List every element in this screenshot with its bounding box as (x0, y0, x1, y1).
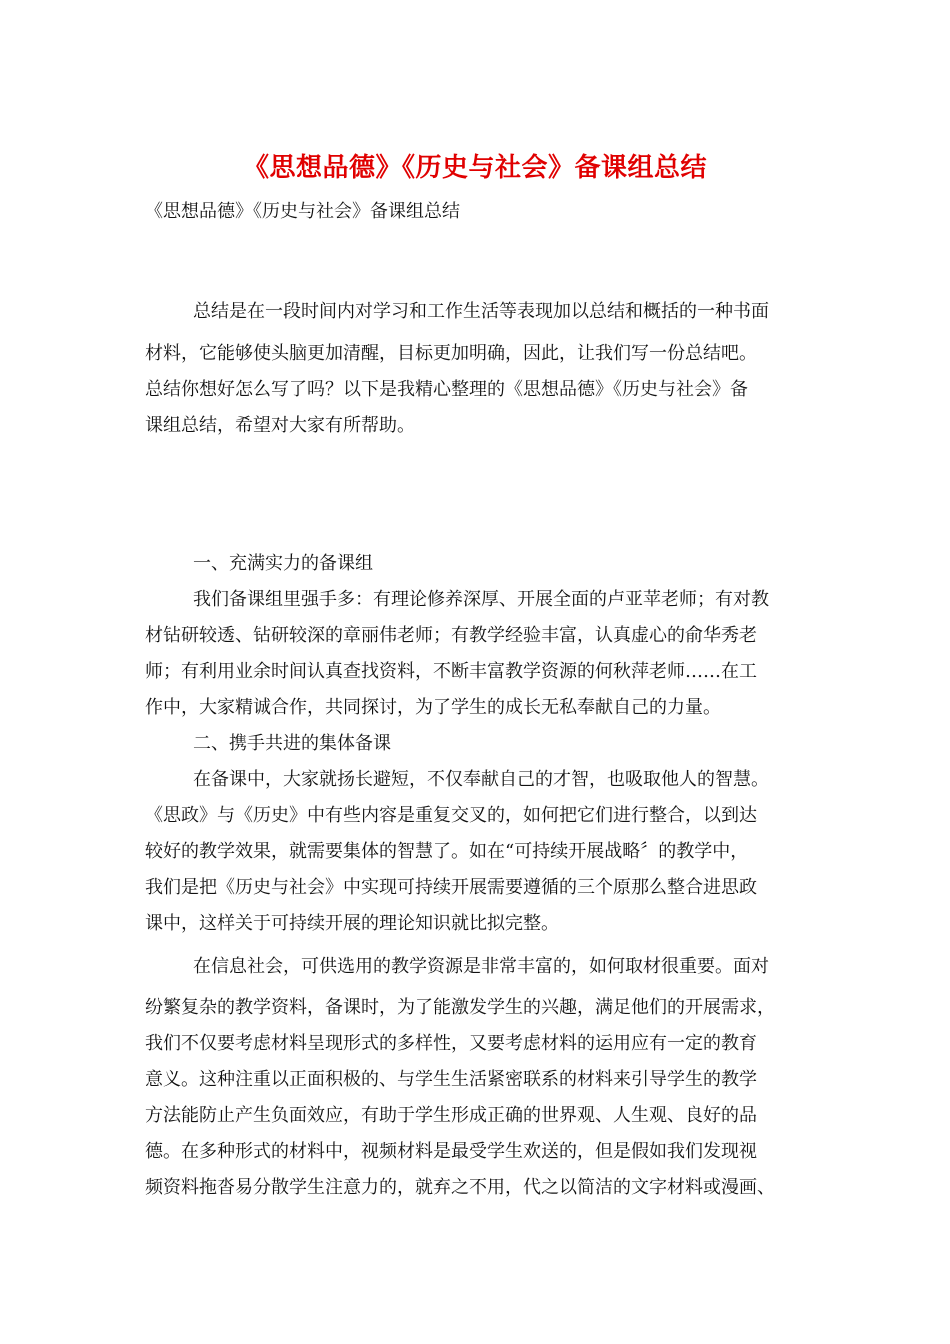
section2-para2-line: 在信息社会，可供选用的教学资源是非常丰富的，如何取材很重要。面对 (193, 956, 769, 977)
intro-line: 材料，它能够使头脑更加清醒，目标更加明确，因此，让我们写一份总结吧。 (145, 343, 757, 364)
section2-para1-line: 我们是把《历史与社会》中实现可持续开展需要遵循的三个原那么整合进思政 (145, 877, 757, 898)
section1-line: 材钻研较透、钻研较深的章丽伟老师；有教学经验丰富，认真虚心的俞华秀老 (145, 625, 757, 646)
section2-para2-line: 意义。这种注重以正面积极的、与学生生活紧密联系的材料来引导学生的教学 (145, 1069, 757, 1090)
section1-line: 作中，大家精诚合作，共同探讨，为了学生的成长无私奉献自己的力量。 (145, 697, 721, 718)
section2-para1-line: 课中，这样关于可持续开展的理论知识就比拟完整。 (145, 913, 559, 934)
section1-line: 师；有利用业余时间认真查找资料，不断丰富教学资源的何秋萍老师……在工 (145, 661, 757, 682)
section2-para2-line: 纷繁复杂的教学资料，备课时，为了能激发学生的兴趣，满足他们的开展需求， (145, 997, 775, 1018)
section2-para2-line: 德。在多种形式的材料中，视频材料是最受学生欢送的，但是假如我们发现视 (145, 1141, 757, 1162)
section2-para2-line: 我们不仅要考虑材料呈现形式的多样性，又要考虑材料的运用应有一定的教育 (145, 1033, 757, 1054)
intro-line: 课组总结，希望对大家有所帮助。 (145, 415, 415, 436)
section2-para2-line: 频资料拖沓易分散学生注意力的，就弃之不用，代之以简洁的文字材料或漫画、 (145, 1177, 775, 1198)
intro-line: 总结你想好怎么写了吗？以下是我精心整理的《思想品德》《历史与社会》备 (145, 379, 748, 400)
section2-para1-line: 较好的教学效果，就需要集体的智慧了。如在“可持续开展战略〞的教学中， (145, 841, 749, 862)
section-heading-2: 二、携手共进的集体备课 (193, 733, 391, 754)
section2-para1-line: 在备课中，大家就扬长避短，不仅奉献自己的才智，也吸取他人的智慧。 (193, 769, 769, 790)
intro-line: 总结是在一段时间内对学习和工作生活等表现加以总结和概括的一种书面 (193, 301, 769, 322)
section2-para2-line: 方法能防止产生负面效应，有助于学生形成正确的世界观、人生观、良好的品 (145, 1105, 757, 1126)
section1-line: 我们备课组里强手多：有理论修养深厚、开展全面的卢亚苹老师；有对教 (193, 589, 769, 610)
document-subtitle: 《思想品德》《历史与社会》备课组总结 (145, 201, 460, 222)
section-heading-1: 一、充满实力的备课组 (193, 553, 373, 574)
document-title: 《思想品德》《历史与社会》备课组总结 (242, 153, 707, 183)
section2-para1-line: 《思政》与《历史》中有些内容是重复交叉的，如何把它们进行整合，以到达 (145, 805, 757, 826)
